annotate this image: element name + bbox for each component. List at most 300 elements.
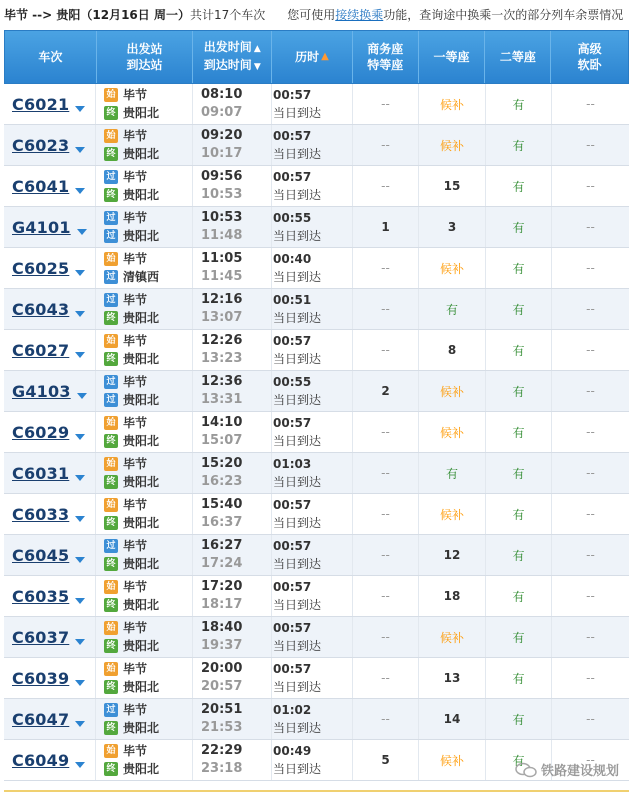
arrival-day: 当日到达 [273, 598, 322, 612]
arrival-station-name: 贵阳北 [123, 598, 160, 612]
pass-badge-icon: 过 [104, 703, 118, 717]
expand-stops-icon[interactable] [75, 680, 85, 686]
expand-stops-icon[interactable] [75, 352, 85, 358]
duration-value: 00:57 [273, 416, 312, 430]
route-label: 毕节 --> 贵阳 [4, 8, 81, 22]
terminal-badge-icon: 终 [104, 352, 118, 366]
expand-stops-icon[interactable] [75, 147, 85, 153]
terminal-badge-icon: 终 [104, 516, 118, 530]
notice-suffix: 功能，查询途中换乘一次的部分列车余票情况 [383, 8, 624, 22]
duration-value: 01:03 [273, 457, 312, 471]
pass-badge-icon: 过 [104, 211, 118, 225]
duration-cell [272, 248, 353, 288]
origin-badge-icon: 始 [104, 88, 118, 102]
wechat-icon [515, 762, 537, 778]
departure-station [104, 497, 147, 513]
duration-value: 00:57 [273, 539, 312, 553]
train-number-link[interactable]: C6033 [12, 504, 70, 524]
arrival-time: 13:07 [201, 310, 243, 325]
header-arrival-station: 到达站 [126, 58, 163, 72]
departure-station [104, 292, 147, 308]
departure-time: 08:10 [201, 87, 243, 102]
arrival-time: 13:31 [201, 392, 243, 407]
first-class-availability[interactable]: 候补 [419, 84, 486, 124]
notice-prefix: 您可使用 [287, 8, 336, 22]
arrival-station-name: 贵阳北 [123, 147, 160, 161]
origin-badge-icon: 始 [104, 621, 118, 635]
expand-stops-icon[interactable] [75, 639, 85, 645]
first-class-availability[interactable]: 候补 [419, 740, 486, 780]
soft-sleeper-availability: -- [586, 138, 595, 152]
header-departure-station: 出发站 [126, 42, 163, 56]
departure-time: 17:20 [201, 579, 243, 594]
second-class-availability: 有 [486, 371, 552, 411]
arrival-time: 10:53 [201, 187, 243, 202]
soft-sleeper-availability: -- [586, 548, 595, 562]
origin-badge-icon: 始 [104, 662, 118, 676]
time-cell [193, 699, 272, 739]
business-seat-availability: 2 [353, 371, 419, 411]
second-class-availability: 有 [486, 658, 552, 698]
soft-sleeper-availability: -- [586, 630, 595, 644]
arrival-station [104, 761, 159, 777]
arrival-station-name: 贵阳北 [123, 557, 160, 571]
station-cell [96, 412, 193, 452]
expand-stops-icon[interactable] [75, 188, 85, 194]
duration-value: 00:49 [273, 744, 312, 758]
arrival-station-name: 贵阳北 [123, 721, 160, 735]
soft-sleeper-availability: -- [586, 343, 595, 357]
second-class-availability: 有 [486, 330, 552, 370]
time-cell [193, 535, 272, 575]
first-class-availability: 有 [419, 289, 486, 329]
header-soft [551, 31, 628, 83]
departure-time: 14:10 [201, 415, 243, 430]
second-class-availability: 有 [486, 740, 552, 780]
departure-station [104, 538, 147, 554]
arrival-time: 19:37 [201, 638, 243, 653]
duration-cell [272, 453, 353, 493]
arrival-time: 13:23 [201, 351, 243, 366]
arrival-time: 21:53 [201, 720, 243, 735]
soft-sleeper-availability: -- [586, 261, 595, 275]
arrival-station [104, 351, 159, 367]
train-cell [4, 371, 96, 411]
departure-station-name: 毕节 [123, 416, 148, 430]
arrival-station-name: 贵阳北 [123, 188, 160, 202]
origin-badge-icon: 始 [104, 457, 118, 471]
station-cell [96, 740, 193, 780]
arrival-station-name: 贵阳北 [123, 434, 160, 448]
arrival-day: 当日到达 [273, 680, 322, 694]
train-number-link[interactable]: C6025 [12, 258, 70, 278]
expand-stops-icon[interactable] [75, 557, 85, 563]
station-cell [96, 166, 193, 206]
departure-time: 16:27 [201, 538, 243, 553]
departure-time: 09:20 [201, 128, 243, 143]
arrival-time: 10:17 [201, 146, 243, 161]
expand-stops-icon[interactable] [77, 393, 87, 399]
departure-time: 10:53 [201, 210, 243, 225]
second-class-availability: 有 [486, 248, 552, 288]
train-number-link[interactable]: C6023 [12, 135, 70, 155]
query-summary-bar [0, 0, 629, 30]
table-row [4, 330, 629, 371]
arrival-day: 当日到达 [273, 188, 322, 202]
departure-station [104, 251, 147, 267]
departure-station [104, 333, 147, 349]
first-class-availability[interactable]: 候补 [419, 494, 486, 534]
pass-badge-icon: 过 [104, 170, 118, 184]
time-cell [193, 166, 272, 206]
duration-cell [272, 84, 353, 124]
train-number-link[interactable]: C6045 [12, 545, 70, 565]
train-results-table [4, 30, 629, 781]
duration-cell [272, 207, 353, 247]
arrival-time: 18:17 [201, 597, 243, 612]
business-seat-availability: 1 [353, 207, 419, 247]
terminal-badge-icon: 终 [104, 147, 118, 161]
table-row [4, 125, 629, 166]
arrival-station-name: 贵阳北 [123, 229, 160, 243]
duration-cell [272, 535, 353, 575]
departure-time: 18:40 [201, 620, 243, 635]
expand-stops-icon[interactable] [75, 311, 85, 317]
departure-time: 09:56 [201, 169, 243, 184]
business-seat-availability: -- [353, 453, 419, 493]
origin-badge-icon: 始 [104, 498, 118, 512]
station-cell [96, 453, 193, 493]
arrival-day: 当日到达 [273, 639, 322, 653]
arrival-station [104, 638, 159, 654]
table-row [4, 289, 629, 330]
header-deluxe: 高级 [577, 42, 602, 56]
terminal-badge-icon: 终 [104, 475, 118, 489]
departure-time: 15:40 [201, 497, 243, 512]
train-count: 共计17个车次 [189, 8, 266, 22]
duration-value: 00:57 [273, 580, 312, 594]
arrival-day: 当日到达 [273, 516, 322, 530]
first-class-availability: 13 [419, 658, 486, 698]
sort-up-icon: ▲ [253, 44, 261, 54]
second-class-availability: 有 [486, 166, 552, 206]
arrival-time: 23:18 [201, 761, 243, 776]
duration-cell [272, 494, 353, 534]
arrival-day: 当日到达 [273, 229, 322, 243]
table-row [4, 248, 629, 289]
duration-value: 00:57 [273, 129, 312, 143]
departure-station [104, 210, 147, 226]
arrival-station [104, 720, 159, 736]
train-number-link[interactable]: C6047 [12, 709, 70, 729]
time-cell [193, 248, 272, 288]
soft-sleeper-availability: -- [586, 220, 595, 234]
duration-cell [272, 699, 353, 739]
arrival-time: 09:07 [201, 105, 243, 120]
arrival-time: 11:45 [201, 269, 243, 284]
sort-departure-time[interactable] [204, 39, 261, 57]
train-number-link[interactable]: C6031 [12, 463, 70, 483]
time-cell [193, 289, 272, 329]
train-cell [4, 207, 96, 247]
table-bottom-border [4, 790, 629, 792]
soft-sleeper-availability: -- [586, 466, 595, 480]
table-row [4, 699, 629, 740]
expand-stops-icon[interactable] [75, 762, 85, 768]
station-cell [96, 371, 193, 411]
arrival-station [104, 474, 159, 490]
pass-badge-icon: 过 [104, 393, 118, 407]
train-number-link[interactable]: C6027 [12, 340, 70, 360]
departure-station-name: 毕节 [123, 252, 148, 266]
terminal-badge-icon: 终 [104, 762, 118, 776]
arrival-day: 当日到达 [273, 106, 322, 120]
train-cell [4, 740, 96, 780]
arrival-station [104, 228, 159, 244]
duration-cell [272, 125, 353, 165]
table-body [4, 84, 629, 781]
arrival-station-name: 贵阳北 [123, 475, 160, 489]
train-number-link[interactable]: C6029 [12, 422, 70, 442]
train-cell [4, 330, 96, 370]
train-number-link[interactable]: G4103 [12, 381, 71, 401]
first-class-availability: 14 [419, 699, 486, 739]
table-row [4, 535, 629, 576]
train-number-link[interactable]: C6039 [12, 668, 70, 688]
departure-station [104, 374, 147, 390]
header-departure-time: 出发时间 [203, 40, 252, 54]
duration-value: 00:57 [273, 170, 312, 184]
second-class-availability: 有 [486, 576, 552, 616]
station-cell [96, 289, 193, 329]
station-cell [96, 576, 193, 616]
first-class-availability: 15 [419, 166, 486, 206]
departure-time: 15:20 [201, 456, 243, 471]
station-cell [96, 699, 193, 739]
terminal-badge-icon: 终 [104, 557, 118, 571]
sort-duration[interactable] [272, 31, 353, 83]
header-train-label: 车次 [38, 50, 63, 64]
table-header [4, 30, 629, 84]
time-cell [193, 453, 272, 493]
header-duration: 历时 [295, 50, 320, 64]
soft-sleeper-availability: -- [586, 97, 595, 111]
header-first [419, 31, 486, 83]
business-seat-availability: -- [353, 84, 419, 124]
business-seat-availability: -- [353, 330, 419, 370]
departure-station-name: 毕节 [123, 211, 148, 225]
departure-station-name: 毕节 [123, 703, 148, 717]
station-cell [96, 125, 193, 165]
arrival-station-name: 清镇西 [123, 270, 160, 284]
train-cell [4, 658, 96, 698]
origin-badge-icon: 始 [104, 416, 118, 430]
arrival-day: 当日到达 [273, 147, 322, 161]
departure-time: 12:36 [201, 374, 243, 389]
duration-value: 00:55 [273, 375, 312, 389]
departure-station-name: 毕节 [123, 580, 148, 594]
time-cell [193, 330, 272, 370]
time-cell [193, 740, 272, 780]
soft-sleeper-availability: -- [586, 179, 595, 193]
arrival-station [104, 105, 159, 121]
departure-time: 11:05 [201, 251, 243, 266]
first-class-availability[interactable]: 候补 [419, 248, 486, 288]
station-cell [96, 248, 193, 288]
duration-value: 00:51 [273, 293, 312, 307]
terminal-badge-icon: 终 [104, 311, 118, 325]
departure-station [104, 661, 147, 677]
pass-badge-icon: 过 [104, 229, 118, 243]
duration-value: 00:55 [273, 211, 312, 225]
arrival-day: 当日到达 [273, 434, 322, 448]
expand-stops-icon[interactable] [75, 106, 85, 112]
header-business-seat: 商务座 [367, 42, 404, 56]
train-number-link[interactable]: C6037 [12, 627, 70, 647]
header-soft-sleeper: 软卧 [577, 58, 602, 72]
pass-badge-icon: 过 [104, 270, 118, 284]
arrival-day: 当日到达 [273, 352, 322, 366]
expand-stops-icon[interactable] [75, 598, 85, 604]
time-cell [193, 371, 272, 411]
business-seat-availability: -- [353, 699, 419, 739]
duration-value: 00:57 [273, 662, 312, 676]
expand-stops-icon[interactable] [75, 475, 85, 481]
second-class-availability: 有 [486, 207, 552, 247]
table-row [4, 453, 629, 494]
second-class-availability: 有 [486, 494, 552, 534]
table-row [4, 617, 629, 658]
train-number-link[interactable]: G4101 [12, 217, 71, 237]
train-number-link[interactable]: C6021 [12, 94, 70, 114]
second-class-availability: 有 [486, 289, 552, 329]
departure-station [104, 620, 147, 636]
header-business [353, 31, 419, 83]
arrival-station-name: 贵阳北 [123, 639, 160, 653]
terminal-badge-icon: 终 [104, 721, 118, 735]
arrival-station [104, 597, 159, 613]
station-cell [96, 84, 193, 124]
date-label: （12月16日 周一） [80, 8, 190, 22]
business-seat-availability: -- [353, 576, 419, 616]
departure-station-name: 毕节 [123, 129, 148, 143]
first-class-availability: 12 [419, 535, 486, 575]
business-seat-availability: -- [353, 617, 419, 657]
time-cell [193, 617, 272, 657]
departure-station-name: 毕节 [123, 621, 148, 635]
second-class-availability: 有 [486, 453, 552, 493]
train-cell [4, 166, 96, 206]
business-seat-availability: -- [353, 535, 419, 575]
arrival-day: 当日到达 [273, 393, 322, 407]
header-second-class: 二等座 [499, 50, 536, 64]
terminal-badge-icon: 终 [104, 188, 118, 202]
sort-active-icon: ▲ [321, 51, 329, 62]
train-cell [4, 699, 96, 739]
watermark [515, 760, 619, 779]
expand-stops-icon[interactable] [75, 516, 85, 522]
departure-station-name: 毕节 [123, 662, 148, 676]
departure-station [104, 579, 147, 595]
arrival-station [104, 392, 159, 408]
transfer-link[interactable]: 接续换乘 [335, 8, 384, 22]
soft-sleeper-availability: -- [586, 302, 595, 316]
origin-badge-icon: 始 [104, 129, 118, 143]
terminal-badge-icon: 终 [104, 639, 118, 653]
first-class-availability: 有 [419, 453, 486, 493]
time-cell [193, 494, 272, 534]
departure-time: 20:51 [201, 702, 243, 717]
table-row [4, 412, 629, 453]
arrival-station [104, 269, 159, 285]
departure-time: 20:00 [201, 661, 243, 676]
train-cell [4, 535, 96, 575]
first-class-availability[interactable]: 候补 [419, 412, 486, 452]
train-number-link[interactable]: C6043 [12, 299, 70, 319]
soft-sleeper-availability: -- [586, 384, 595, 398]
station-cell [96, 330, 193, 370]
table-row [4, 494, 629, 535]
first-class-availability[interactable]: 候补 [419, 125, 486, 165]
arrival-station [104, 310, 159, 326]
second-class-availability: 有 [486, 699, 552, 739]
soft-sleeper-availability: -- [586, 712, 595, 726]
expand-stops-icon[interactable] [75, 721, 85, 727]
header-train [5, 31, 97, 83]
expand-stops-icon[interactable] [77, 229, 87, 235]
duration-value: 00:57 [273, 498, 312, 512]
terminal-badge-icon: 终 [104, 680, 118, 694]
departure-station [104, 743, 147, 759]
time-cell [193, 576, 272, 616]
train-number-link[interactable]: C6049 [12, 750, 70, 770]
duration-cell [272, 740, 353, 780]
train-number-link[interactable]: C6035 [12, 586, 70, 606]
table-row [4, 166, 629, 207]
duration-cell [272, 371, 353, 411]
header-time [193, 31, 272, 83]
station-cell [96, 535, 193, 575]
arrival-time: 16:23 [201, 474, 243, 489]
table-row [4, 658, 629, 699]
duration-value: 00:57 [273, 334, 312, 348]
business-seat-availability: -- [353, 289, 419, 329]
duration-cell [272, 289, 353, 329]
table-row [4, 84, 629, 125]
station-cell [96, 658, 193, 698]
expand-stops-icon[interactable] [75, 434, 85, 440]
pass-badge-icon: 过 [104, 375, 118, 389]
train-number-link[interactable]: C6041 [12, 176, 70, 196]
time-cell [193, 207, 272, 247]
departure-station-name: 毕节 [123, 744, 148, 758]
expand-stops-icon[interactable] [75, 270, 85, 276]
header-station [97, 31, 194, 83]
business-seat-availability: 5 [353, 740, 419, 780]
first-class-availability[interactable]: 候补 [419, 371, 486, 411]
duration-value: 00:40 [273, 252, 312, 266]
duration-cell [272, 576, 353, 616]
time-cell [193, 412, 272, 452]
first-class-availability[interactable]: 候补 [419, 617, 486, 657]
departure-station [104, 128, 147, 144]
business-seat-availability: -- [353, 125, 419, 165]
sort-arrival-time[interactable] [204, 57, 261, 75]
transfer-notice [287, 8, 623, 22]
business-seat-availability: -- [353, 658, 419, 698]
duration-value: 01:02 [273, 703, 312, 717]
train-cell [4, 412, 96, 452]
